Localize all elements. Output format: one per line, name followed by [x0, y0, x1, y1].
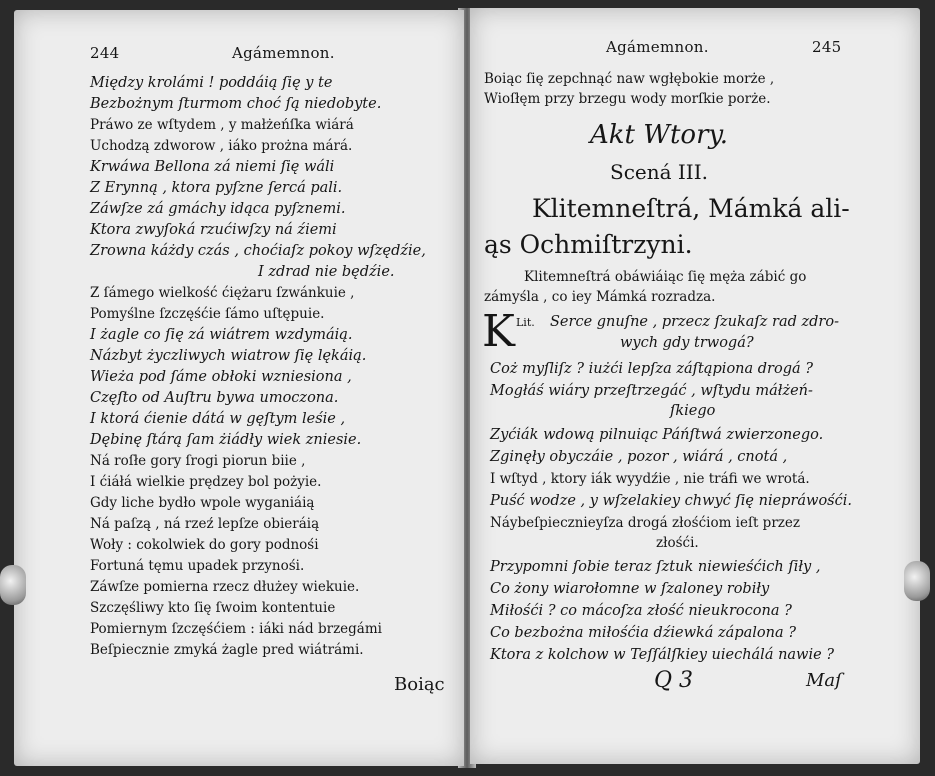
left-page-clip [0, 565, 26, 605]
left-running-head: Agámemnon. [232, 44, 335, 62]
right-page [470, 8, 920, 764]
left-line: I ćiáłá wielkie prędzey bol pożyie. [90, 474, 322, 490]
left-line: Ktora zwyſoká rzućiwſzy ná źiemi [90, 222, 337, 238]
right-line: ſkiego [670, 403, 716, 419]
right-line: Serce gnuſne , przecz ſzukaſz rad zdro- [550, 314, 839, 330]
left-line: I żagle co ſię zá wiátrem wzdymáią. [90, 327, 353, 343]
left-line: Práwo ze wſtydem , y małżeńſka wiárá [90, 117, 354, 133]
left-line: Beſpiecznie zmyká żagle pred wiátrámi. [90, 642, 364, 658]
right-catchword: Maſ [806, 670, 842, 691]
right-line: Náybeſpiecznieyſza drogá złośćiom ieſt przez [490, 515, 800, 531]
left-line: Dębinę ſtárą ſam żiádły wiek zniesie. [90, 432, 362, 448]
left-line: I zdrad nie będźie. [258, 264, 395, 280]
left-page-number: 244 [90, 44, 120, 62]
left-line: Fortuná tęmu upadek przynośi. [90, 558, 305, 574]
left-line: Zrowna káżdy czás , choćiaſz pokoy wſzędźie, [90, 243, 426, 259]
right-top-line: Boiąc ſię zepchnąć naw wgłębokie morże , [484, 71, 775, 87]
left-line: Wieża pod ſáme obłoki wzniesiona , [90, 369, 352, 385]
scene-argument-cont: zámyśla , co iey Mámká rozradza. [484, 289, 716, 305]
left-page [14, 10, 464, 766]
left-line: Uchodzą zdworow , iáko prożna márá. [90, 138, 353, 154]
right-line: I wſtyd , ktory iák wyydźie , nie tráfi we wrotá. [490, 471, 810, 487]
right-line: Miłośći ? co mácoſza złość nieukrocona ? [490, 603, 792, 619]
left-line: Ná paſzą , ná rzeź lepſze obieráią [90, 516, 320, 532]
left-line: Bezbożnym ſturmom choć ſą niedobyte. [90, 96, 382, 112]
drop-cap: K [482, 306, 515, 357]
characters-heading: Klitemneſtrá, Mámká ali- [532, 194, 850, 223]
right-line: Zyćiák wdową pilnuiąc Páńſtwá zwierzonego. [490, 427, 824, 443]
left-line: Woły : cokolwiek do gory podnośi [90, 537, 319, 553]
characters-heading-cont: ąs Ochmiſtrzyni. [484, 230, 693, 259]
left-line: Szczęśliwy kto ſię ſwoim kontentuie [90, 600, 336, 616]
right-line: Mogłáś wiáry przeſtrzegáć , wſtydu máłżeń- [490, 383, 813, 399]
scene-argument: Klitemneſtrá obáwiáiąc ſię męża zábić go [524, 269, 807, 285]
right-line: Zginęły obyczáie , pozor , wiárá , cnotá , [490, 449, 788, 465]
scene-title: Scená III. [610, 160, 708, 184]
signature-mark: Q 3 [654, 668, 694, 693]
left-line: Záwſze zá gmáchy idąca pyſznemi. [90, 201, 346, 217]
right-line: Coż myſliſz ? iużći lepſza záſtąpiona drogá ? [490, 361, 814, 377]
left-line: Między krolámi ! poddáią ſię y te [90, 75, 333, 91]
left-line: Pomiernym ſzczęśćiem : iáki nád brzegámi [90, 621, 382, 637]
right-line: Co żony wiarołomne w ſzaloney robiły [490, 581, 770, 597]
left-line: Z Erynną , ktora pyſzne ſercá pali. [90, 180, 343, 196]
right-top-line: Wioſłęm przy brzegu wody morſkie porże. [484, 91, 771, 107]
right-line: złośći. [656, 535, 699, 551]
right-line: Przypomni ſobie teraz ſztuk niewieśćich ſiły , [490, 559, 821, 575]
left-line: Záwſze pomierna rzecz dłużey wiekuie. [90, 579, 360, 595]
right-page-number: 245 [812, 38, 842, 56]
left-line: Z ſámego wielkość ćiężaru ſzwánkuie , [90, 285, 355, 301]
left-line: I ktorá ćienie dátá w gęſtym leśie , [90, 411, 346, 427]
right-line: Co bezbożna miłośćia dźiewká zápalona ? [490, 625, 796, 641]
right-line: wych gdy trwogá? [620, 335, 754, 351]
left-line: Częſto od Auſtru bywa umoczona. [90, 390, 339, 406]
right-page-clip [904, 561, 930, 601]
right-line: Ktora z kolchow w Teſſálſkiey uiechálá nawie ? [490, 647, 835, 663]
right-line: Puść wodze , y wſzelakiey chwyć ſię niepráwośći. [490, 493, 852, 509]
left-line: Krwáwa Bellona zá niemi ſię wáli [90, 159, 335, 175]
speaker-label: Lit. [516, 316, 535, 329]
right-running-head: Agámemnon. [606, 38, 709, 56]
left-line: Názbyt życzliwych wiatrow ſię lękáią. [90, 348, 367, 364]
act-title: Akt Wtory. [590, 120, 728, 150]
left-line: Pomyślne ſzczęśćie ſámo uſtępuie. [90, 306, 325, 322]
left-line: Ná roſłe gory ſrogi piorun biie , [90, 453, 306, 469]
left-line: Gdy liche bydło wpole wyganiáią [90, 495, 315, 511]
left-catchword: Boiąc [394, 674, 445, 695]
